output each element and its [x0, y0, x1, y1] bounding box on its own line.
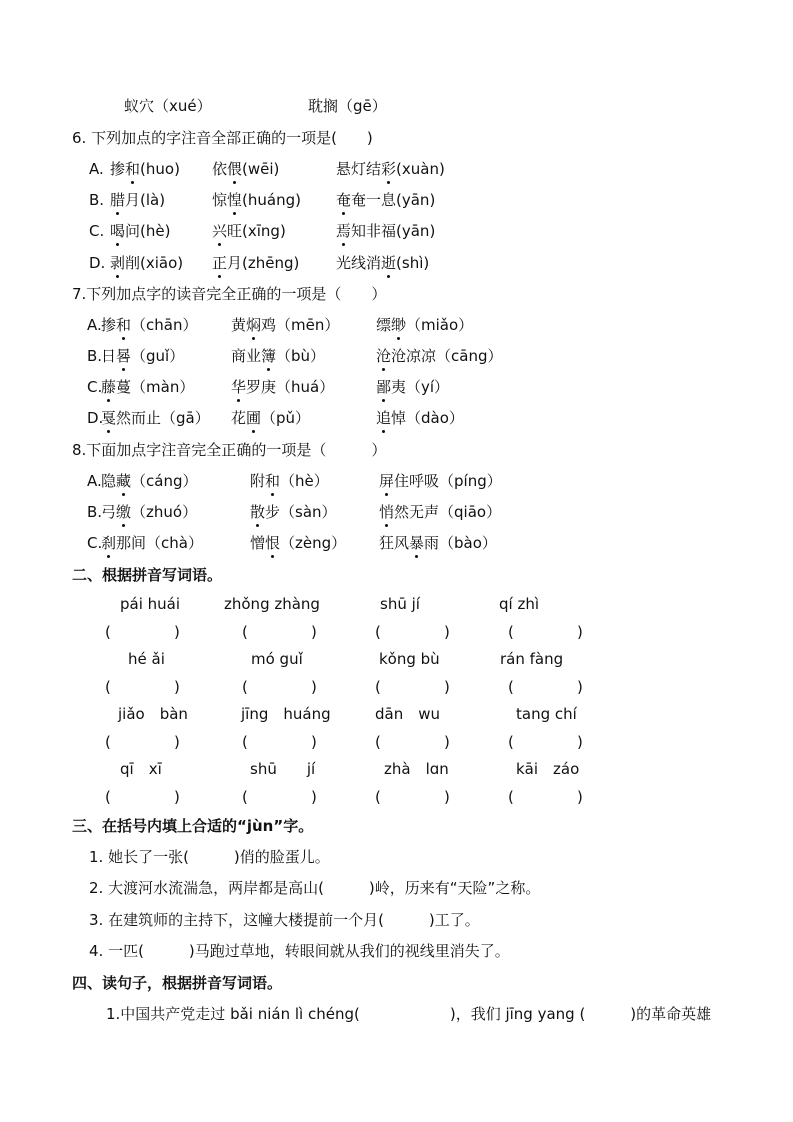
close-paren: ): [444, 623, 450, 641]
pinyin-prompt: jīng huáng: [241, 705, 331, 723]
q8-option-c-label: C.: [87, 534, 103, 552]
pinyin-prompt: qī xī: [120, 760, 162, 778]
q7-option-a-label: A.: [87, 316, 102, 334]
dotted-character: 追: [376, 409, 392, 427]
word-pinyin: （zèng）: [280, 534, 347, 552]
dotted-character: 华: [231, 378, 247, 396]
dotted-character: 喝: [110, 222, 126, 240]
close-paren: ): [174, 733, 180, 751]
dotted-character: 逝: [381, 254, 397, 272]
word-text: 憎: [250, 534, 266, 552]
q7-option-c-word-3: [376, 377, 449, 397]
close-paren: ): [577, 678, 583, 696]
q6-option-d-word-2: [212, 253, 299, 273]
word-pinyin: （pǔ）: [261, 409, 311, 427]
dotted-character: 缈: [391, 316, 407, 334]
word-pinyin: (wēi): [242, 160, 280, 178]
dotted-character: 和: [265, 472, 281, 490]
dotted-character: 奄: [336, 191, 352, 209]
q8-option-c-word-2: [250, 533, 346, 553]
word-text: 光线消: [336, 254, 382, 272]
pinyin-prompt: kāi záo: [516, 760, 580, 778]
pinyin-prompt: kǒng bù: [379, 650, 440, 668]
word-pinyin: (huo): [140, 160, 180, 178]
q8-stem: 8.下面加点字注音完全正确的一项是（ ）: [72, 441, 387, 459]
dotted-character: 恨: [265, 534, 281, 552]
word-pinyin: 罗庚（huá）: [246, 378, 335, 396]
q6-option-a-label: A.: [89, 160, 104, 178]
q8-option-c-word-1: [101, 533, 203, 553]
q7-option-d-label: D.: [87, 409, 104, 427]
open-paren: (: [375, 678, 381, 696]
dotted-character: 鄙: [376, 378, 392, 396]
q6-option-d-word-3: [336, 253, 429, 273]
section3-title: 三、在括号内填上合适的“jùn”字。: [72, 817, 314, 835]
dotted-character: 散: [250, 503, 266, 521]
open-paren: (: [508, 733, 514, 751]
close-paren: ): [174, 678, 180, 696]
q8-option-c-word-3: [379, 533, 497, 553]
word-pinyin: 知非福(yān): [351, 222, 436, 240]
q8-option-a-word-2: [250, 471, 329, 491]
dotted-character: 和: [125, 160, 141, 178]
open-paren: (: [508, 623, 514, 641]
close-paren: ): [444, 788, 450, 806]
word-pinyin: （chān）: [131, 316, 198, 334]
open-paren: (: [375, 623, 381, 641]
pinyin-prompt: shū jí: [250, 760, 316, 778]
q8-option-b-label: B.: [87, 503, 103, 521]
word-text: 商业: [231, 347, 262, 365]
q7-option-a-word-1: [101, 315, 197, 335]
section3-item-2: 2. 大渡河水流湍急，两岸都是高山( )岭，历来有“天险”之称。: [89, 879, 541, 897]
word-text: 悬灯结: [336, 160, 382, 178]
q6-option-a-word-2: [212, 159, 279, 179]
word-pinyin: (shì): [396, 254, 430, 272]
close-paren: ): [311, 733, 317, 751]
dotted-character: 戛: [101, 409, 117, 427]
word-pinyin: 鸡（mēn）: [261, 316, 340, 334]
open-paren: (: [375, 788, 381, 806]
close-paren: ): [174, 788, 180, 806]
word-pinyin: （guǐ）: [131, 347, 185, 365]
word-text: 狂风: [379, 534, 410, 552]
dotted-character: 簿: [261, 347, 277, 365]
dotted-character: 焉: [336, 222, 352, 240]
close-paren: ): [444, 733, 450, 751]
q6-option-b-word-3: [336, 190, 435, 210]
q7-option-b-word-2: [231, 346, 325, 366]
word-pinyin: 问(hè): [125, 222, 171, 240]
dotted-character: 彩: [381, 160, 397, 178]
close-paren: ): [311, 678, 317, 696]
open-paren: (: [242, 733, 248, 751]
section3-item-4: 4. 一匹( )马跑过草地，转眼间就从我们的视线里消失了。: [89, 942, 510, 960]
word-pinyin: 蔓（màn）: [116, 378, 195, 396]
dotted-character: 沧: [376, 347, 392, 365]
pinyin-prompt: hé ǎi: [128, 650, 165, 668]
q6-option-c-word-1: [110, 221, 170, 241]
q7-option-c-label: C.: [87, 378, 103, 396]
word-pinyin: 住呼吸（píng）: [394, 472, 502, 490]
word-text: 弓: [101, 503, 117, 521]
pinyin-prompt: mó guǐ: [251, 650, 303, 668]
word-pinyin: 步（sàn）: [265, 503, 337, 521]
pinyin-prompt: qí zhì: [499, 595, 540, 613]
open-paren: (: [508, 788, 514, 806]
dotted-character: 剥: [110, 254, 126, 272]
dotted-character: 悄: [379, 503, 395, 521]
word-text: 日: [101, 347, 117, 365]
q6-option-b-label: B.: [89, 191, 105, 209]
q6-option-d-word-1: [110, 253, 183, 273]
pinyin-prompt: zhà lɑn: [384, 760, 449, 778]
section3-item-3: 3. 在建筑师的主持下，这幢大楼提前一个月( )工了。: [89, 911, 480, 929]
q7-option-b-label: B.: [87, 347, 103, 365]
dotted-character: 刹: [101, 534, 117, 552]
pinyin-prompt: dān wu: [375, 705, 440, 723]
q8-option-a-word-3: [379, 471, 502, 491]
close-paren: ): [174, 623, 180, 641]
pinyin-prompt: jiǎo bàn: [118, 705, 188, 723]
section4-title: 四、读句子，根据拼音写词语。: [72, 974, 283, 992]
dotted-character: 惶: [227, 191, 243, 209]
word-pinyin: 沧凉凉（cāng）: [391, 347, 503, 365]
dotted-character: 圃: [246, 409, 262, 427]
word-pinyin: 月(zhēng): [227, 254, 300, 272]
word-pinyin: (huáng): [242, 191, 301, 209]
dotted-character: 缴: [116, 503, 132, 521]
open-paren: (: [242, 788, 248, 806]
word-pinyin: 月(là): [125, 191, 166, 209]
dotted-character: 藏: [116, 472, 132, 490]
word-text: 掺: [110, 160, 126, 178]
section2-title: 二、根据拼音写词语。: [72, 566, 223, 584]
word-text: 花: [231, 409, 247, 427]
dotted-character: 和: [116, 316, 132, 334]
q7-option-a-word-2: [231, 315, 339, 335]
section4-item-1: 1.中国共产党走过 bǎi nián lì chéng( )，我们 jīng yang ( )的革命英雄: [106, 1005, 712, 1023]
dotted-character: 屏: [379, 472, 395, 490]
q6-option-a-word-3: [336, 159, 445, 179]
pinyin-prompt: shū jí: [380, 595, 420, 613]
q6-option-c-word-2: [212, 221, 286, 241]
word-text: 依: [212, 160, 228, 178]
word-pinyin: (xuàn): [396, 160, 445, 178]
pinyin-prompt: rán fàng: [500, 650, 564, 668]
dotted-character: 腊: [110, 191, 126, 209]
q7-option-b-word-1: [101, 346, 184, 366]
word-text: 黄: [231, 316, 247, 334]
open-paren: (: [508, 678, 514, 696]
top-line-item1: 蚁穴（xué）: [124, 97, 212, 115]
q8-option-b-word-3: [379, 502, 501, 522]
open-paren: (: [242, 623, 248, 641]
dotted-character: 藤: [101, 378, 117, 396]
word-pinyin: （zhuó）: [131, 503, 198, 521]
close-paren: ): [311, 623, 317, 641]
q7-option-c-word-1: [101, 377, 194, 397]
word-pinyin: （bù）: [276, 347, 326, 365]
word-text: 掺: [101, 316, 117, 334]
word-pinyin: 夷（yí）: [391, 378, 450, 396]
dotted-character: 正: [212, 254, 228, 272]
q8-option-b-word-2: [250, 502, 337, 522]
q7-option-d-word-3: [376, 408, 464, 428]
word-pinyin: 那间（chà）: [116, 534, 203, 552]
open-paren: (: [105, 733, 111, 751]
q7-option-c-word-2: [231, 377, 334, 397]
q6-option-c-word-3: [336, 221, 435, 241]
word-pinyin: 然而止（gā）: [116, 409, 210, 427]
q7-option-d-word-2: [231, 408, 310, 428]
pinyin-prompt: pái huái: [120, 595, 181, 613]
word-pinyin: 悼（dào）: [391, 409, 464, 427]
close-paren: ): [444, 678, 450, 696]
word-text: 附: [250, 472, 266, 490]
close-paren: ): [577, 623, 583, 641]
top-line-item2: 耽搁（gē）: [308, 97, 387, 115]
close-paren: ): [577, 733, 583, 751]
word-text: 惊: [212, 191, 228, 209]
q7-option-d-word-1: [101, 408, 210, 428]
word-pinyin: 奄一息(yān): [351, 191, 436, 209]
word-text: 隐: [101, 472, 117, 490]
pinyin-prompt: zhǒng zhàng: [224, 595, 320, 613]
word-pinyin: 雨（bào）: [424, 534, 497, 552]
q6-option-a-word-1: [110, 159, 180, 179]
q8-option-a-word-1: [101, 471, 198, 491]
word-pinyin: （hè）: [280, 472, 329, 490]
dotted-character: 晷: [116, 347, 132, 365]
dotted-character: 偎: [227, 160, 243, 178]
close-paren: ): [311, 788, 317, 806]
open-paren: (: [105, 623, 111, 641]
word-text: 缥: [376, 316, 392, 334]
open-paren: (: [375, 733, 381, 751]
q6-option-b-word-2: [212, 190, 301, 210]
close-paren: ): [577, 788, 583, 806]
dotted-character: 兴: [212, 222, 228, 240]
q6-option-b-word-1: [110, 190, 165, 210]
word-pinyin: 削(xiāo): [125, 254, 184, 272]
open-paren: (: [105, 788, 111, 806]
q8-option-b-word-1: [101, 502, 197, 522]
word-pinyin: 旺(xīng): [227, 222, 286, 240]
q8-option-a-label: A.: [87, 472, 102, 490]
open-paren: (: [242, 678, 248, 696]
q6-stem: 6. 下列加点的字注音全部正确的一项是( ): [72, 129, 373, 147]
pinyin-prompt: tang chí: [516, 705, 577, 723]
q7-stem: 7.下列加点字的读音完全正确的一项是（ ）: [72, 285, 387, 303]
open-paren: (: [105, 678, 111, 696]
q6-option-d-label: D.: [89, 254, 106, 272]
dotted-character: 焖: [246, 316, 262, 334]
dotted-character: 暴: [409, 534, 425, 552]
word-pinyin: 然无声（qiāo）: [394, 503, 502, 521]
q7-option-b-word-3: [376, 346, 502, 366]
word-pinyin: （miǎo）: [406, 316, 474, 334]
q7-option-a-word-3: [376, 315, 473, 335]
section3-item-1: 1. 她长了一张( )俏的脸蛋儿。: [89, 848, 330, 866]
q6-option-c-label: C.: [89, 222, 105, 240]
word-pinyin: （cáng）: [131, 472, 198, 490]
